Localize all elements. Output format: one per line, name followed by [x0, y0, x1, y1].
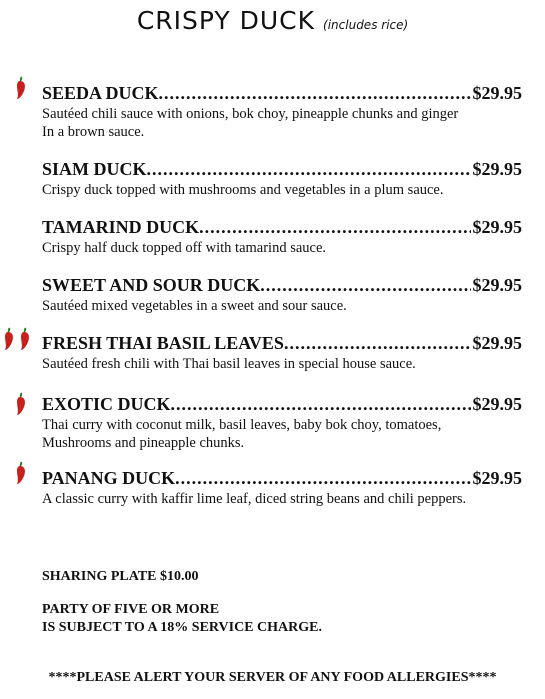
menu-subtitle: (includes rice)	[323, 18, 409, 32]
item-description: Crispy duck topped with mushrooms and vegetables in a plum sauce.	[42, 182, 444, 198]
menu-header	[0, 6, 545, 35]
leader-dots	[199, 216, 470, 238]
item-name: TAMARIND DUCK	[42, 217, 200, 237]
leader-dots	[147, 158, 471, 180]
item-name: PANANG DUCK	[42, 468, 176, 488]
sharing-plate-note: SHARING PLATE $10.00	[42, 569, 199, 584]
menu-item-tamarind-duck	[42, 216, 522, 257]
menu-title: CRISPY DUCK	[136, 6, 316, 35]
item-description: Sautéed mixed vegetables in a sweet and sour sauce.	[42, 298, 347, 314]
leader-dots	[284, 332, 471, 354]
chili-pepper-icon	[14, 392, 28, 416]
item-price: $29.95	[472, 83, 522, 103]
item-description: Sautéed fresh chili with Thai basil leaves in special house sauce.	[42, 356, 416, 372]
party-charge-line-1: PARTY OF FIVE OR MORE	[42, 602, 220, 617]
item-price: $29.95	[472, 217, 522, 237]
item-price: $29.95	[472, 394, 522, 414]
item-description: Sautéed chili sauce with onions, bok choy, pineapple chunks and ginger In a brown sauce.	[42, 106, 459, 140]
allergy-notice: ****PLEASE ALERT YOUR SERVER OF ANY FOOD ALLERGIES****	[48, 670, 497, 685]
menu-item-panang-duck	[42, 467, 522, 508]
menu-item-fresh-thai-basil-leaves	[42, 332, 522, 373]
leader-dots	[159, 82, 471, 104]
item-price: $29.95	[472, 159, 522, 179]
item-name: EXOTIC DUCK	[42, 394, 171, 414]
item-name: SEEDA DUCK	[42, 83, 159, 103]
menu-item-seeda-duck	[42, 82, 522, 141]
chili-pepper-icon	[14, 76, 28, 100]
item-name: SWEET AND SOUR DUCK	[42, 275, 261, 295]
leader-dots	[175, 467, 470, 489]
menu-item-siam-duck	[42, 158, 522, 199]
item-price: $29.95	[472, 275, 522, 295]
item-name: FRESH THAI BASIL LEAVES	[42, 333, 284, 353]
item-description: A classic curry with kaffir lime leaf, diced string beans and chili peppers.	[42, 491, 467, 507]
item-name: SIAM DUCK	[42, 159, 147, 179]
item-description: Thai curry with coconut milk, basil leaves, baby bok choy, tomatoes, Mushrooms and pineapple chunks.	[42, 417, 442, 451]
leader-dots	[171, 393, 471, 415]
party-charge-line-2: IS SUBJECT TO A 18% SERVICE CHARGE.	[42, 620, 322, 635]
item-description: Crispy half duck topped off with tamarind sauce.	[42, 240, 327, 256]
menu-item-exotic-duck	[42, 393, 522, 452]
menu-item-sweet-and-sour-duck	[42, 274, 522, 315]
chili-pepper-icon	[14, 461, 28, 485]
chili-pepper-icon	[18, 327, 32, 351]
item-price: $29.95	[472, 468, 522, 488]
item-price: $29.95	[472, 333, 522, 353]
leader-dots	[260, 274, 470, 296]
chili-pepper-icon	[2, 327, 16, 351]
